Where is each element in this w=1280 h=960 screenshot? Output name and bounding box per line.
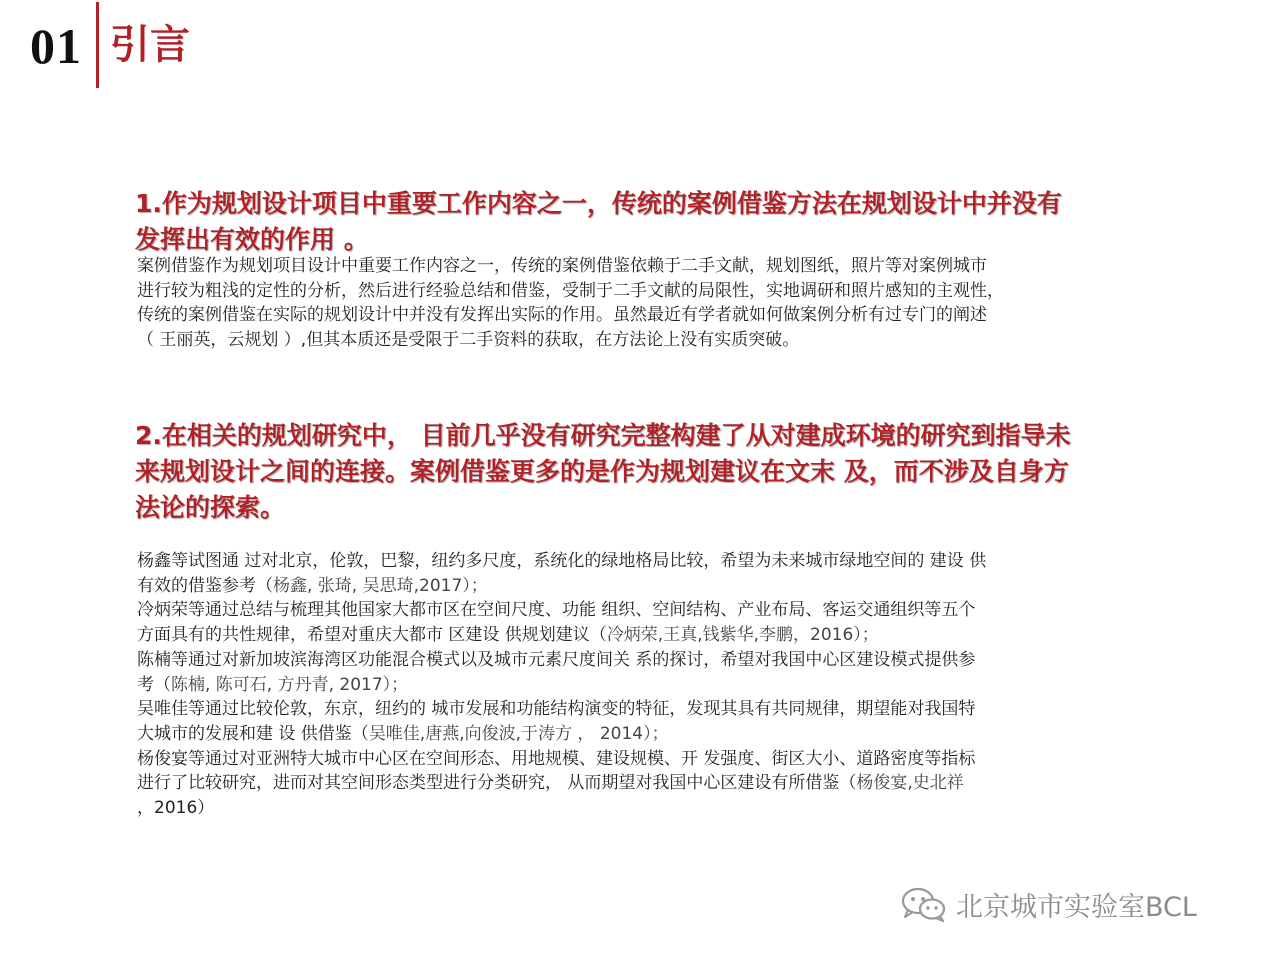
reference-line bbox=[137, 796, 1197, 821]
section1-heading-line: 发挥出有效的作用 。 bbox=[135, 225, 369, 254]
reference-text: ，2016） bbox=[137, 798, 215, 819]
section1-heading-line: 1.作为规划设计项目中重要工作内容之一，传统的案例借鉴方法在规划设计中并没有 bbox=[135, 189, 1062, 218]
reference-line bbox=[137, 771, 1197, 796]
reference-line bbox=[137, 722, 1197, 747]
section2-heading bbox=[135, 418, 1185, 526]
reference-text: 方面具有的共性规律，希望对重庆大都市 区建设 供规划建议（ bbox=[137, 625, 607, 646]
watermark-text: 北京城市实验室BCL bbox=[956, 891, 1197, 923]
reference-line bbox=[137, 673, 1197, 698]
section2-heading-line: 法论的探索。 bbox=[135, 493, 286, 522]
reference-text: 吴唯佳等通过比较伦敦，东京，纽约的 城市发展和功能结构演变的特征，发现其具有共同规律，期望能对我国特 bbox=[137, 699, 976, 720]
reference-text: 大城市的发展和建 设 供借鉴（ bbox=[137, 723, 369, 744]
section2-heading-line: 来规划设计之间的连接。案例借鉴更多的是作为规划建议在文末 及，而不涉及自身方 bbox=[135, 457, 1069, 486]
reference-citation: 吴唯佳,唐燕,向俊波,于涛方 ， 2014）； bbox=[368, 723, 669, 744]
section1-body-line: 进行较为粗浅的定性的分析，然后进行经验总结和借鉴，受制于二手文献的局限性，实地调研和照片感知的主观性， bbox=[137, 280, 1004, 301]
reference-text: 进行了比较研究，进而对其空间形态类型进行分类研究， 从而期望对我国中心区建设有所借鉴（ bbox=[137, 773, 857, 794]
wechat-icon bbox=[900, 885, 948, 923]
header-divider bbox=[96, 2, 99, 88]
page-title: 引言 bbox=[110, 22, 190, 68]
reference-text: 有效的借鉴参考（ bbox=[137, 575, 273, 596]
reference-line bbox=[137, 549, 1197, 574]
section1-body-line: （ 王丽英，云规划 ）,但其本质还是受限于二手资料的获取，在方法论上没有实质突破。 bbox=[137, 330, 800, 351]
reference-text: 杨俊宴等通过对亚洲特大城市中心区在空间形态、用地规模、建设规模、开 发强度、街区大小、道路密度等指标 bbox=[137, 748, 976, 769]
reference-citation: 冷炳荣,王真,钱紫华,李鹏，2016）； bbox=[606, 625, 879, 646]
reference-text: 考（ bbox=[137, 674, 171, 695]
section1-heading bbox=[135, 186, 1185, 258]
reference-text: 冷炳荣等通过总结与梳理其他国家大都市区在空间尺度、功能 组织、空间结构、产业布局、客运交通组织等五个 bbox=[137, 600, 976, 621]
reference-line bbox=[137, 574, 1197, 599]
reference-line bbox=[137, 598, 1197, 623]
section2-heading-line: 2.在相关的规划研究中， 目前几乎没有研究完整构建了从对建成环境的研究到指导未 bbox=[135, 421, 1071, 450]
references-list bbox=[137, 549, 1197, 821]
reference-line bbox=[137, 747, 1197, 772]
watermark bbox=[900, 884, 1197, 924]
reference-text: 陈楠等通过对新加坡滨海湾区功能混合模式以及城市元素尺度间关 系的探讨，希望对我国中心区建设模式提供参 bbox=[137, 649, 976, 670]
section1-body-line: 传统的案例借鉴在实际的规划设计中并没有发挥出实际的作用。虽然最近有学者就如何做案例分析有过专门的阐述 bbox=[137, 305, 987, 326]
reference-line bbox=[137, 623, 1197, 648]
section-number: 01 bbox=[30, 18, 82, 74]
reference-citation: 陈楠, 陈可石, 方丹青, 2017）； bbox=[171, 674, 409, 695]
reference-line bbox=[137, 648, 1197, 673]
reference-citation: 杨俊宴,史北祥 bbox=[856, 773, 964, 794]
reference-citation: 杨鑫, 张琦, 吴思琦,2017）； bbox=[273, 575, 488, 596]
section1-body-line: 案例借鉴作为规划项目设计中重要工作内容之一，传统的案例借鉴依赖于二手文献，规划图纸，照片等对案例城市 bbox=[137, 256, 987, 276]
reference-text: 杨鑫等试图通 过对北京，伦敦，巴黎，纽约多尺度，系统化的绿地格局比较，希望为未来城市绿地空间的 建设 供 bbox=[137, 551, 987, 571]
section1-body bbox=[137, 254, 1197, 353]
reference-line bbox=[137, 697, 1197, 722]
